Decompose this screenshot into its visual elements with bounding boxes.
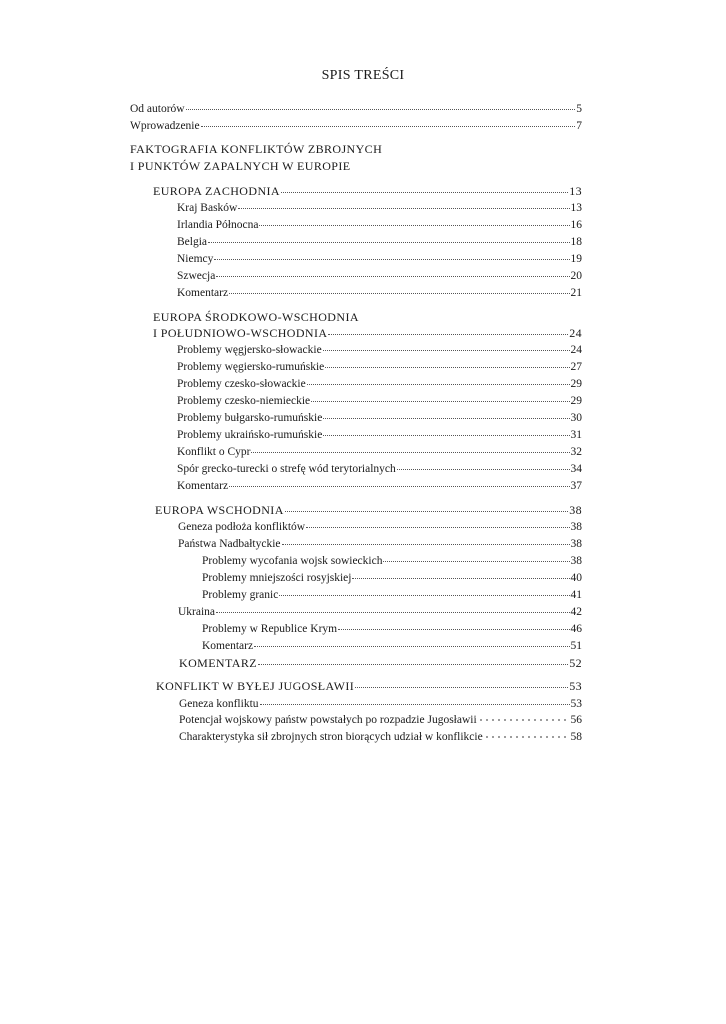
toc-entry-page: 37 bbox=[570, 480, 582, 492]
toc-entry-page: 46 bbox=[570, 623, 582, 635]
toc-entry-label: Państwa Nadbałtyckie bbox=[178, 538, 281, 550]
leader-dots bbox=[279, 594, 569, 596]
leader-dots bbox=[208, 241, 569, 243]
toc-entry-label: Problemy granic bbox=[202, 589, 279, 601]
toc-entry-label: KOMENTARZ bbox=[179, 656, 257, 670]
leader-dots bbox=[285, 510, 568, 512]
toc-entry[interactable] bbox=[177, 252, 582, 267]
toc-entry-page: 19 bbox=[570, 253, 582, 265]
toc-entry-page: 29 bbox=[570, 395, 582, 407]
toc-entry-label: Spór grecko-turecki o strefę wód terytorialnych bbox=[177, 463, 396, 475]
part-heading-line2: I PUNKTÓW ZAPALNYCH W EUROPIE bbox=[130, 159, 351, 173]
leader-dots bbox=[201, 125, 576, 127]
toc-entry-page: 53 bbox=[570, 698, 582, 710]
page-title: SPIS TREŚCI bbox=[321, 68, 405, 83]
leader-dots bbox=[352, 577, 569, 579]
toc-entry-page: 20 bbox=[570, 270, 582, 282]
toc-entry-page: 7 bbox=[576, 120, 582, 132]
leader-dots bbox=[260, 703, 570, 705]
leader-dots bbox=[186, 108, 576, 110]
toc-entry-label: Kraj Basków bbox=[177, 202, 238, 214]
toc-entry-label: Wprowadzenie bbox=[130, 120, 200, 132]
leader-dots bbox=[478, 719, 570, 721]
leader-dots bbox=[338, 628, 569, 630]
toc-entry[interactable] bbox=[178, 537, 582, 552]
toc-entry-label: Konflikt o Cypr bbox=[177, 446, 251, 458]
toc-entry-label: Problemy węgiersko-rumuńskie bbox=[177, 361, 325, 373]
leader-dots bbox=[282, 543, 570, 545]
toc-entry-label: Od autorów bbox=[130, 103, 185, 115]
toc-entry-label: Problemy mniejszości rosyjskiej bbox=[202, 572, 352, 584]
leader-dots bbox=[306, 526, 569, 528]
toc-entry-page: 56 bbox=[570, 714, 582, 726]
toc-entry-page: 18 bbox=[570, 236, 582, 248]
toc-entry-label: Szwecja bbox=[177, 270, 216, 282]
toc-entry[interactable] bbox=[177, 394, 582, 409]
leader-dots bbox=[258, 663, 568, 665]
section-europa-srodkowo-wschodnia[interactable] bbox=[153, 326, 582, 341]
toc-entry-label: Problemy węgjersko-słowackie bbox=[177, 344, 322, 356]
section-heading: EUROPA WSCHODNIA bbox=[155, 503, 284, 517]
section-heading: EUROPA ZACHODNIA bbox=[153, 184, 280, 198]
toc-entry-label: Komentarz bbox=[177, 480, 229, 492]
toc-entry-label: Geneza podłoża konfliktów bbox=[178, 521, 306, 533]
toc-entry-label: Problemy wycofania wojsk sowieckich bbox=[202, 555, 383, 567]
toc-entry-page: 16 bbox=[570, 219, 582, 231]
leader-dots bbox=[311, 400, 569, 402]
toc-entry[interactable] bbox=[177, 343, 582, 358]
toc-entry-label: Komentarz bbox=[202, 640, 254, 652]
toc-entry[interactable] bbox=[178, 605, 582, 620]
toc-entry-label: Niemcy bbox=[177, 253, 214, 265]
toc-entry-label: Potencjał wojskowy państw powstałych po rozpadzie Jugosławii bbox=[179, 714, 477, 726]
toc-entry[interactable] bbox=[177, 201, 582, 216]
leader-dots bbox=[216, 611, 569, 613]
leader-dots bbox=[214, 258, 569, 260]
toc-entry-page: 38 bbox=[569, 503, 582, 517]
section-konflikt-jugoslawia[interactable] bbox=[156, 679, 582, 694]
toc-entry-page: 27 bbox=[570, 361, 582, 373]
toc-entry[interactable] bbox=[177, 411, 582, 426]
toc-entry-label: Problemy czesko-niemieckie bbox=[177, 395, 311, 407]
toc-entry-label: Problemy w Republice Krym bbox=[202, 623, 338, 635]
toc-entry-page: 24 bbox=[570, 344, 582, 356]
toc-entry-page: 38 bbox=[570, 538, 582, 550]
section-heading-line1: EUROPA ŚRODKOWO-WSCHODNIA bbox=[153, 310, 359, 324]
toc-entry-page: 53 bbox=[569, 679, 582, 693]
toc-entry[interactable] bbox=[179, 697, 582, 712]
leader-dots bbox=[229, 292, 569, 294]
toc-entry[interactable] bbox=[179, 730, 582, 745]
toc-entry[interactable] bbox=[177, 479, 582, 494]
leader-dots bbox=[281, 191, 568, 193]
toc-entry-page: 34 bbox=[570, 463, 582, 475]
toc-entry[interactable] bbox=[202, 622, 582, 637]
toc-entry-komentarz[interactable] bbox=[179, 656, 582, 671]
section-europa-wschodnia[interactable] bbox=[155, 503, 582, 518]
toc-entry-label: Belgia bbox=[177, 236, 208, 248]
toc-entry-label: Charakterystyka sił zbrojnych stron biorących udział w konflikcie bbox=[179, 731, 483, 743]
toc-entry-wprowadzenie[interactable] bbox=[130, 119, 582, 134]
section-heading: I POŁUDNIOWO-WSCHODNIA bbox=[153, 326, 328, 340]
toc-entry[interactable] bbox=[178, 520, 582, 535]
toc-entry-page: 29 bbox=[570, 378, 582, 390]
toc-entry-page: 58 bbox=[570, 731, 582, 743]
toc-entry[interactable] bbox=[177, 269, 582, 284]
toc-entry-label: Geneza konfliktu bbox=[179, 698, 259, 710]
leader-dots bbox=[328, 333, 568, 335]
leader-dots bbox=[325, 366, 569, 368]
toc-entry[interactable] bbox=[177, 462, 582, 477]
toc-entry-page: 38 bbox=[570, 555, 582, 567]
leader-dots bbox=[259, 224, 569, 226]
toc-entry-page: 5 bbox=[576, 103, 582, 115]
toc-entry[interactable] bbox=[202, 554, 582, 569]
toc-entry-page: 51 bbox=[570, 640, 582, 652]
toc-entry[interactable] bbox=[202, 571, 582, 586]
toc-entry[interactable] bbox=[177, 360, 582, 375]
toc-entry-page: 13 bbox=[569, 184, 582, 198]
toc-entry[interactable] bbox=[177, 235, 582, 250]
leader-dots bbox=[307, 383, 570, 385]
part-heading-line1: FAKTOGRAFIA KONFLIKTÓW ZBROJNYCH bbox=[130, 142, 383, 156]
leader-dots bbox=[323, 417, 569, 419]
toc-entry[interactable] bbox=[177, 377, 582, 392]
leader-dots bbox=[323, 349, 570, 351]
toc-entry-page: 21 bbox=[570, 287, 582, 299]
toc-entry-page: 30 bbox=[570, 412, 582, 424]
toc-entry-label: Komentarz bbox=[177, 287, 229, 299]
toc-entry[interactable] bbox=[177, 218, 582, 233]
section-europa-zachodnia[interactable] bbox=[153, 184, 582, 199]
toc-entry-page: 31 bbox=[570, 429, 582, 441]
toc-entry[interactable] bbox=[202, 639, 582, 654]
toc-entry-page: 52 bbox=[569, 656, 582, 670]
leader-dots bbox=[355, 686, 568, 688]
toc-entry[interactable] bbox=[202, 588, 582, 603]
toc-entry-label: Problemy bułgarsko-rumuńskie bbox=[177, 412, 323, 424]
toc-entry[interactable] bbox=[177, 445, 582, 460]
toc-entry-page: 13 bbox=[570, 202, 582, 214]
leader-dots bbox=[251, 451, 569, 453]
toc-entry-page: 42 bbox=[570, 606, 582, 618]
leader-dots bbox=[484, 736, 570, 738]
toc-entry-page: 24 bbox=[569, 326, 582, 340]
toc-entry-page: 38 bbox=[570, 521, 582, 533]
section-heading: KONFLIKT W BYŁEJ JUGOSŁAWII bbox=[156, 679, 355, 693]
toc-entry-label: Problemy ukraińsko-rumuńskie bbox=[177, 429, 323, 441]
toc-entry[interactable] bbox=[177, 286, 582, 301]
leader-dots bbox=[254, 645, 569, 647]
toc-entry-page: 41 bbox=[570, 589, 582, 601]
leader-dots bbox=[323, 434, 569, 436]
leader-dots bbox=[229, 485, 569, 487]
toc-entry-page: 40 bbox=[570, 572, 582, 584]
toc-entry[interactable] bbox=[179, 713, 582, 728]
toc-entry-label: Problemy czesko-słowackie bbox=[177, 378, 306, 390]
leader-dots bbox=[383, 560, 569, 562]
leader-dots bbox=[216, 275, 569, 277]
leader-dots bbox=[397, 468, 570, 470]
toc-entry-od-autorow[interactable] bbox=[130, 102, 582, 117]
toc-entry-label: Irlandia Północna bbox=[177, 219, 259, 231]
toc-entry-label: Ukraina bbox=[178, 606, 216, 618]
toc-entry[interactable] bbox=[177, 428, 582, 443]
leader-dots bbox=[238, 207, 569, 209]
toc-entry-page: 32 bbox=[570, 446, 582, 458]
